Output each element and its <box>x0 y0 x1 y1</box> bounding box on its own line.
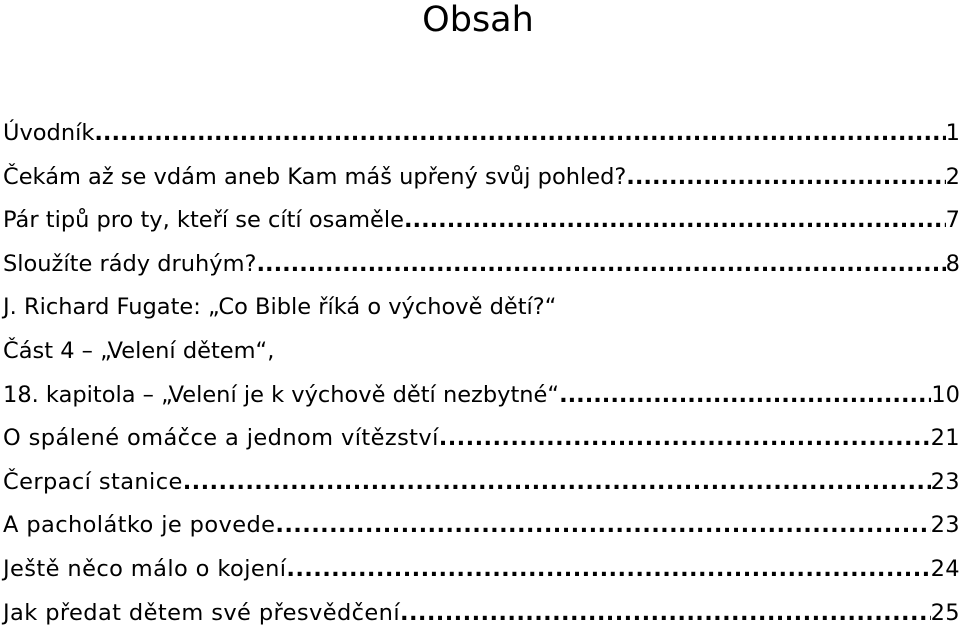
toc-entry-presvedceni[interactable] <box>3 592 960 635</box>
toc-entry-page: 1 <box>945 120 960 146</box>
toc-entry-text: Sloužíte rády druhým? <box>3 250 257 277</box>
toc-entry-page: 10 <box>931 381 960 408</box>
toc-entry-page: 24 <box>930 555 960 582</box>
toc-entry-cerpaci-stanice[interactable] <box>3 461 960 505</box>
toc-entry-text: Čekám až se vdám aneb Kam máš upřený svůj pohled? <box>3 163 627 190</box>
toc-entry-text: Úvodník <box>3 120 95 146</box>
toc-entry-page: 25 <box>930 599 960 626</box>
dot-leader <box>94 112 945 156</box>
toc-entry-text: 18. kapitola – „Velení je k výchově dětí nezbytné“ <box>3 381 560 408</box>
toc-entry-cekam[interactable] <box>3 156 960 200</box>
toc-entry-slouzite[interactable] <box>3 243 960 287</box>
toc-entry-text: Část 4 – „Velení dětem“, <box>3 337 275 364</box>
toc-entry-text: Ještě něco málo o kojení <box>3 555 287 582</box>
toc-entry-text: A pacholátko je povede <box>3 512 276 539</box>
toc-entry-page: 23 <box>930 512 960 539</box>
toc-entry-cast-4[interactable] <box>3 330 960 374</box>
dot-leader <box>183 461 931 505</box>
page-title: Obsah <box>422 0 534 40</box>
dot-leader <box>256 243 945 287</box>
dot-leader <box>404 199 946 243</box>
dot-leader <box>286 548 930 592</box>
toc-entry-par-tipu[interactable] <box>3 199 960 243</box>
toc-entry-pacholatko[interactable] <box>3 504 960 548</box>
dot-leader <box>439 417 931 461</box>
toc-entry-text: Pár tipů pro ty, kteří se cítí osaměle <box>3 207 404 234</box>
toc-entry-18-kapitola[interactable] <box>3 374 960 418</box>
table-of-contents <box>3 112 960 635</box>
toc-entry-text: J. Richard Fugate: „Co Bible říká o výchově dětí?“ <box>3 294 557 321</box>
toc-entry-text: Čerpací stanice <box>3 468 183 495</box>
toc-entry-uvodnik[interactable] <box>3 112 960 156</box>
toc-entry-kojeni[interactable] <box>3 548 960 592</box>
toc-entry-page: 8 <box>945 250 960 277</box>
toc-entry-page: 23 <box>930 468 960 495</box>
toc-entry-text: O spálené omáčce a jednom vítězství <box>3 425 439 452</box>
dot-leader <box>400 592 931 635</box>
toc-entry-page: 2 <box>945 163 960 190</box>
toc-entry-text: Jak předat dětem své přesvědčení <box>3 599 400 626</box>
dot-leader <box>559 374 931 418</box>
dot-leader <box>275 504 930 548</box>
toc-entry-page: 21 <box>930 425 960 452</box>
toc-entry-fugate[interactable] <box>3 286 960 330</box>
toc-entry-omacka[interactable] <box>3 417 960 461</box>
dot-leader <box>626 156 945 200</box>
toc-entry-page: 7 <box>945 207 960 234</box>
